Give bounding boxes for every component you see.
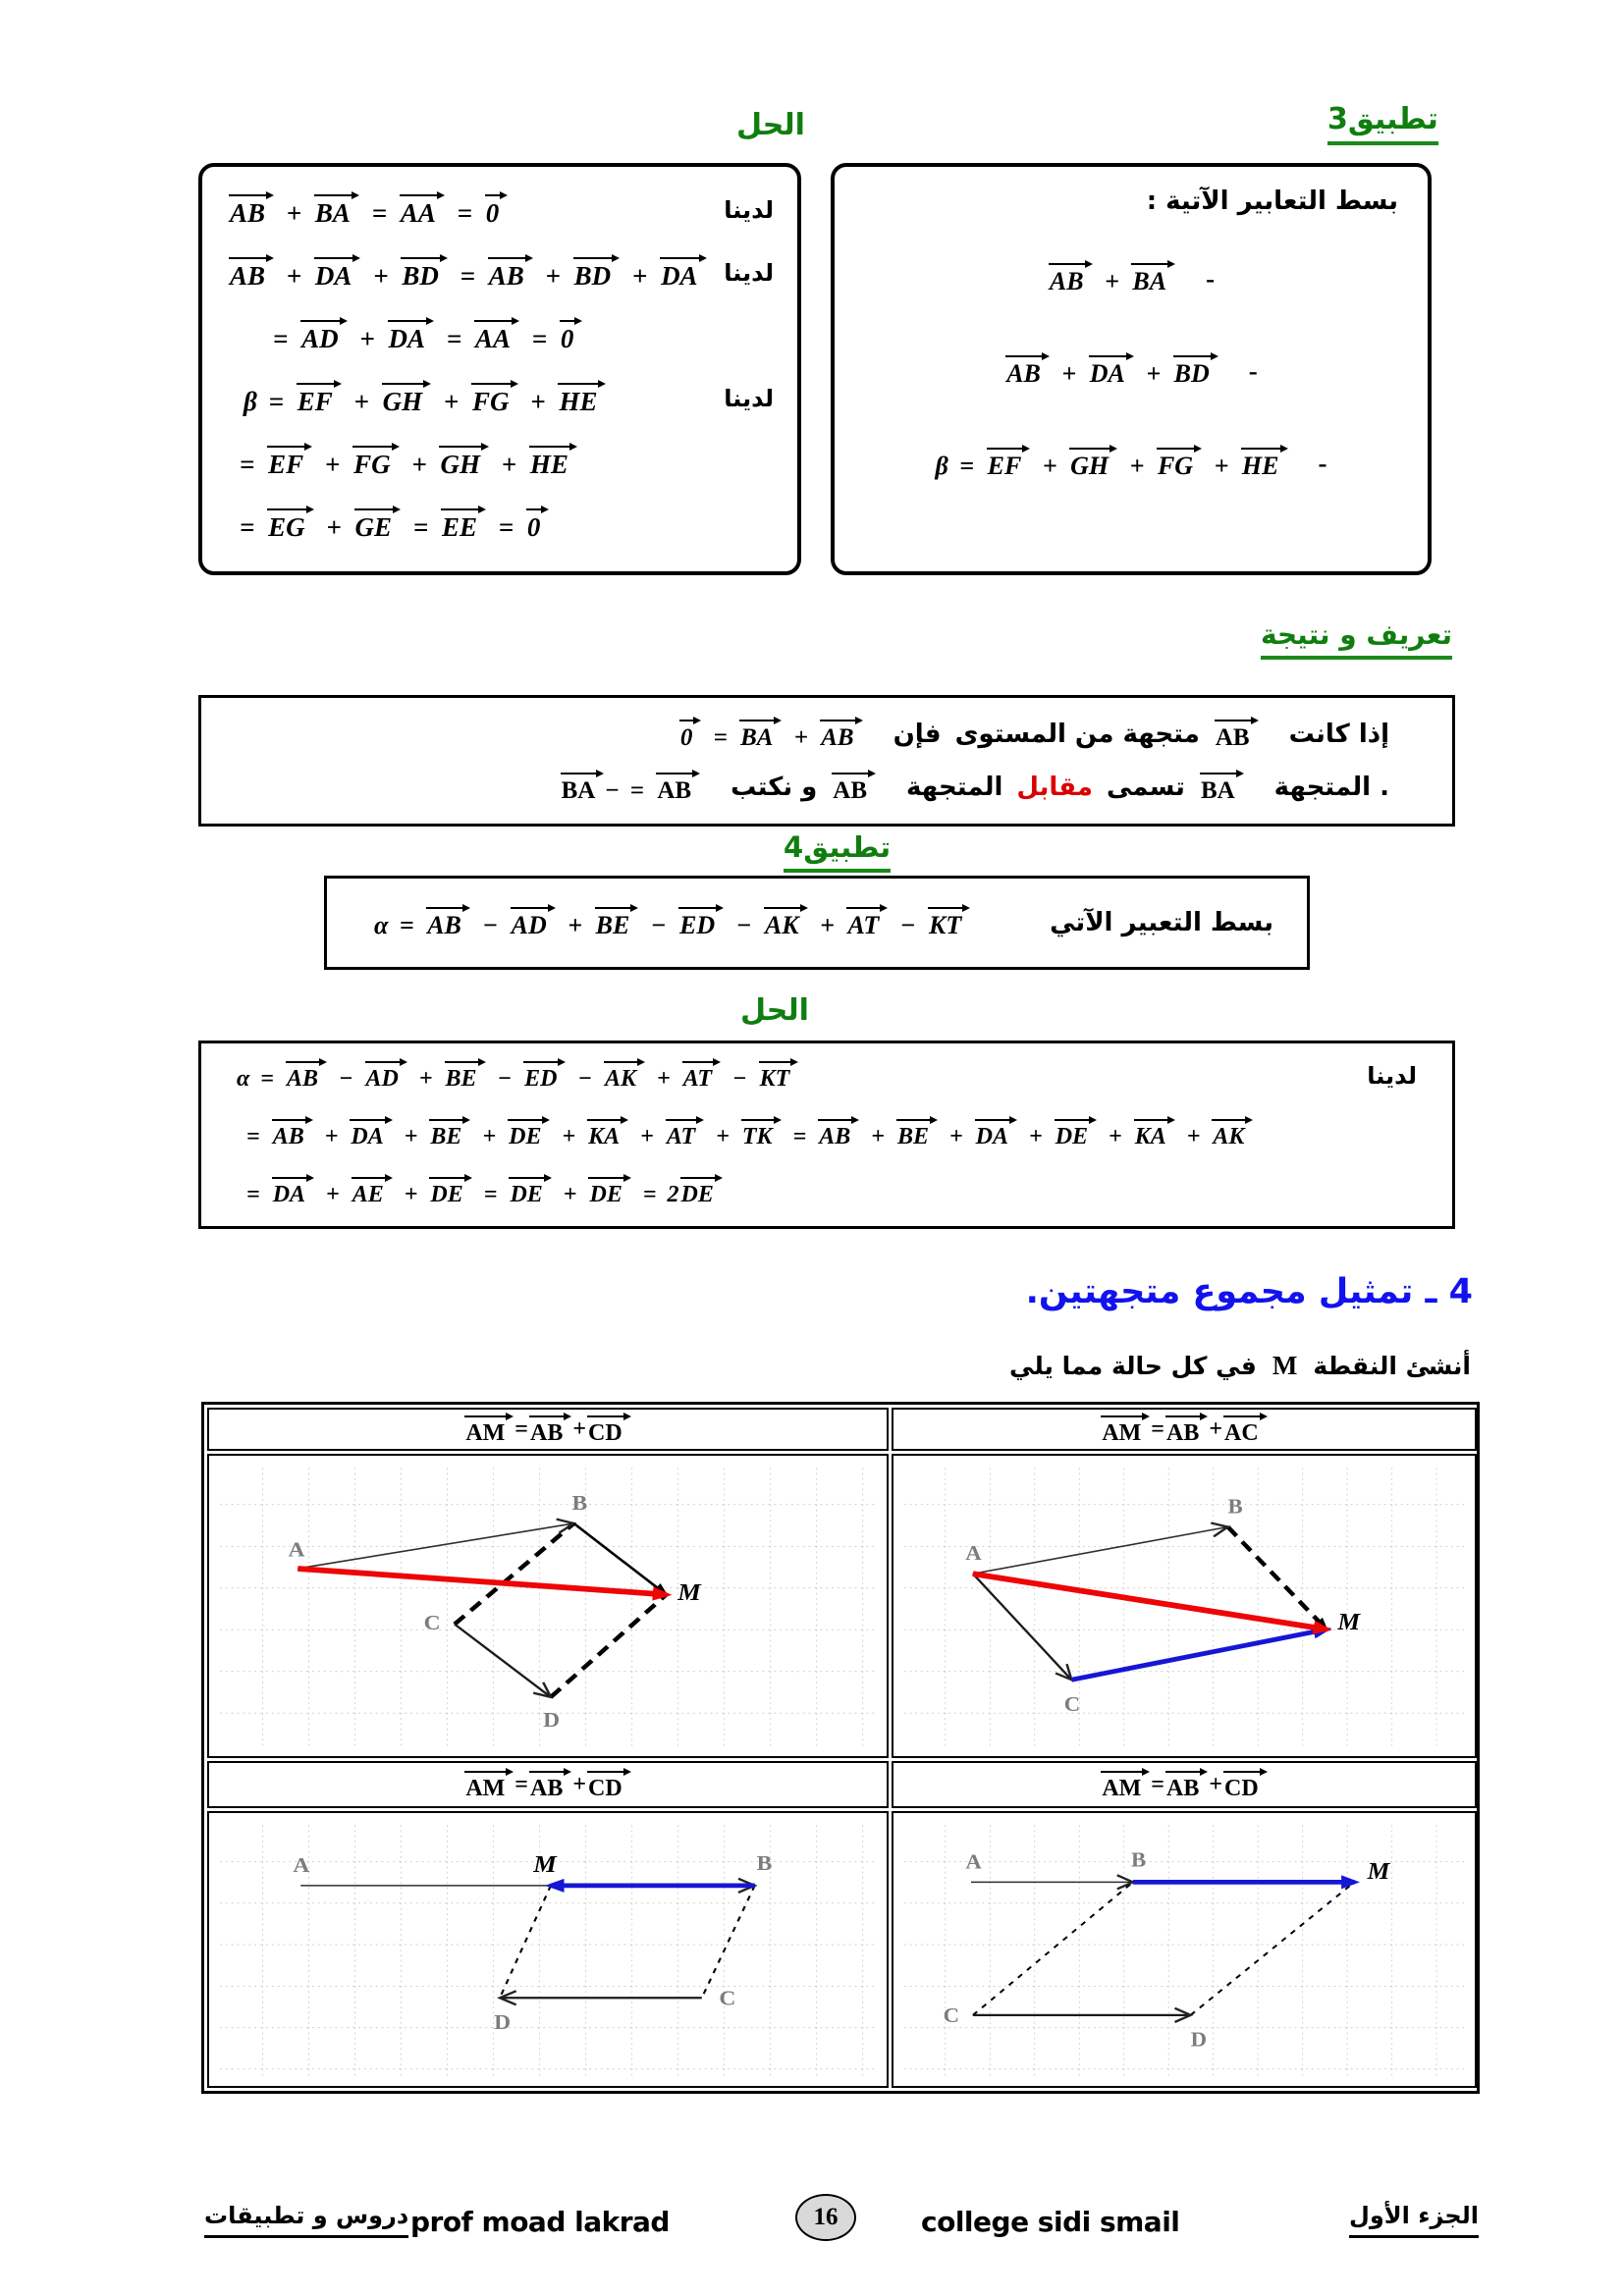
formula: = AD + DA = AA = 0	[273, 318, 583, 354]
instruction-text: أنشئ النقطة	[1313, 1352, 1471, 1380]
formula: α = AB − AD + BE − ED − AK + AT − KT	[374, 905, 971, 940]
app4-solution-heading: الحل	[740, 993, 809, 1028]
app3-solution-heading: الحل	[736, 108, 805, 142]
formula: β = EF + GH + FG + HE	[244, 381, 607, 417]
table-grid	[207, 1408, 1474, 2088]
svg-text:B: B	[1130, 1847, 1147, 1872]
svg-text:C: C	[423, 1610, 441, 1634]
footer-lessons-label: دروس و تطبيقات	[204, 2202, 408, 2238]
definition-box	[198, 695, 1455, 827]
definition-line	[231, 718, 1389, 752]
item-dash: -	[1206, 263, 1216, 294]
footer-professor-name: prof moad lakrad	[410, 2206, 670, 2238]
table-header-cell: AM = AB + CD	[892, 1761, 1477, 1808]
svg-text:D: D	[1190, 2027, 1208, 2052]
table-header-cell: AM = AB + CD	[207, 1408, 889, 1451]
formula: AB + BA	[1048, 261, 1176, 296]
table-header-cell: AM = AB + CD	[207, 1761, 889, 1808]
svg-text:A: A	[293, 1852, 310, 1877]
problem-heading: بسط التعابير الآتية :	[1146, 187, 1398, 216]
app4-solution-box	[198, 1041, 1455, 1229]
svg-text:A: A	[965, 1849, 982, 1874]
vector-symbol: BA	[1199, 771, 1245, 805]
formula-row	[228, 255, 774, 292]
vector-symbol: AB	[831, 771, 877, 805]
formula: = DA + AE + DE = DE + DE = 2DE	[246, 1175, 724, 1208]
formula-row	[228, 192, 774, 229]
svg-text:C: C	[943, 2002, 960, 2027]
formula: α = AB − AD + BE − ED − AK + AT − KT	[237, 1059, 799, 1093]
point-m-label: M	[1272, 1351, 1298, 1380]
problem-item	[864, 446, 1398, 481]
svg-text:M: M	[1367, 1858, 1390, 1885]
vector-sum-table	[201, 1402, 1480, 2094]
formula: = EG + GE = EE = 0	[240, 507, 550, 543]
item-dash: -	[1318, 448, 1327, 478]
svg-text:M: M	[533, 1851, 557, 1878]
formula-row	[237, 1059, 1417, 1093]
formula: AB = −BA	[560, 771, 701, 805]
formula: = EF + FG + GH + HE	[240, 444, 578, 480]
svg-text:B: B	[1227, 1494, 1243, 1519]
definition-text: إذا كانت	[1288, 720, 1389, 749]
item-dash: -	[1248, 355, 1258, 386]
definition-text: و نكتب	[731, 773, 818, 802]
formula-row	[228, 318, 774, 354]
definition-text: فإن	[893, 720, 942, 749]
app3-problem-box	[831, 163, 1432, 575]
page-number-badge: 16	[795, 2194, 856, 2241]
svg-text:M: M	[1337, 1609, 1361, 1635]
instruction-text: في كل حالة مما يلي	[1009, 1352, 1257, 1380]
we-have-label: لدينا	[724, 259, 774, 287]
definition-text: المتجهة	[906, 773, 1003, 802]
we-have-label: لدينا	[724, 385, 774, 412]
prompt-text: بسط التعبير الآتي	[1050, 908, 1273, 937]
formula-row	[237, 1117, 1417, 1150]
opposite-word: مقابل	[1016, 773, 1093, 802]
formula: AB + DA + BD = AB + BD + DA	[228, 255, 708, 292]
svg-text:B: B	[756, 1851, 773, 1875]
formula: AB + BA = AA = 0	[228, 192, 509, 229]
definition-text: تسمى	[1106, 773, 1185, 802]
svg-text:D: D	[543, 1708, 561, 1732]
formula: AB + DA + BD	[1004, 353, 1219, 389]
svg-text:A: A	[965, 1540, 982, 1565]
app4-problem-box	[324, 876, 1310, 970]
app3-title: تطبيق3	[1327, 102, 1438, 145]
svg-text:B: B	[571, 1490, 588, 1515]
we-have-label: لدينا	[724, 196, 774, 224]
svg-text:C: C	[1063, 1691, 1081, 1716]
formula: = AB + DA + BE + DE + KA + AT + TK = AB + BE + DA + DE + KA + AK	[246, 1117, 1254, 1150]
section4-title: 4 ـ تمثيل مجموع متجهتين.	[1025, 1272, 1473, 1311]
footer-part-label: الجزء الأول	[1349, 2202, 1479, 2238]
svg-text:A: A	[288, 1537, 305, 1562]
formula-row	[228, 507, 774, 543]
svg-text:D: D	[494, 2010, 512, 2034]
problem-item	[864, 261, 1398, 296]
formula-row	[228, 444, 774, 480]
formula: β = EF + GH + FG + HE	[935, 446, 1288, 481]
definition-text: متجهة من المستوى	[954, 720, 1200, 749]
definition-heading: تعريف و نتيجة	[1261, 618, 1452, 660]
formula: AB + BA = 0	[678, 718, 864, 752]
problem-item	[864, 353, 1398, 389]
footer-school-name: college sidi smail	[921, 2206, 1180, 2238]
vector-diagram	[892, 1454, 1477, 1758]
app4-title: تطبيق4	[784, 830, 891, 873]
app3-solution-box	[198, 163, 801, 575]
formula-row	[228, 381, 774, 417]
definition-text: . المتجهة	[1273, 773, 1389, 802]
formula-row	[237, 1175, 1417, 1208]
vector-diagram	[207, 1811, 889, 2088]
definition-line	[231, 771, 1389, 805]
section4-instruction	[1009, 1351, 1471, 1381]
svg-text:C: C	[719, 1986, 736, 2010]
vector-symbol: AB	[1214, 718, 1260, 752]
table-header-cell: AM = AB + AC	[892, 1408, 1477, 1451]
svg-text:M: M	[677, 1579, 701, 1606]
vector-diagram	[207, 1454, 889, 1758]
we-have-label: لدينا	[1367, 1062, 1417, 1090]
vector-diagram	[892, 1811, 1477, 2088]
